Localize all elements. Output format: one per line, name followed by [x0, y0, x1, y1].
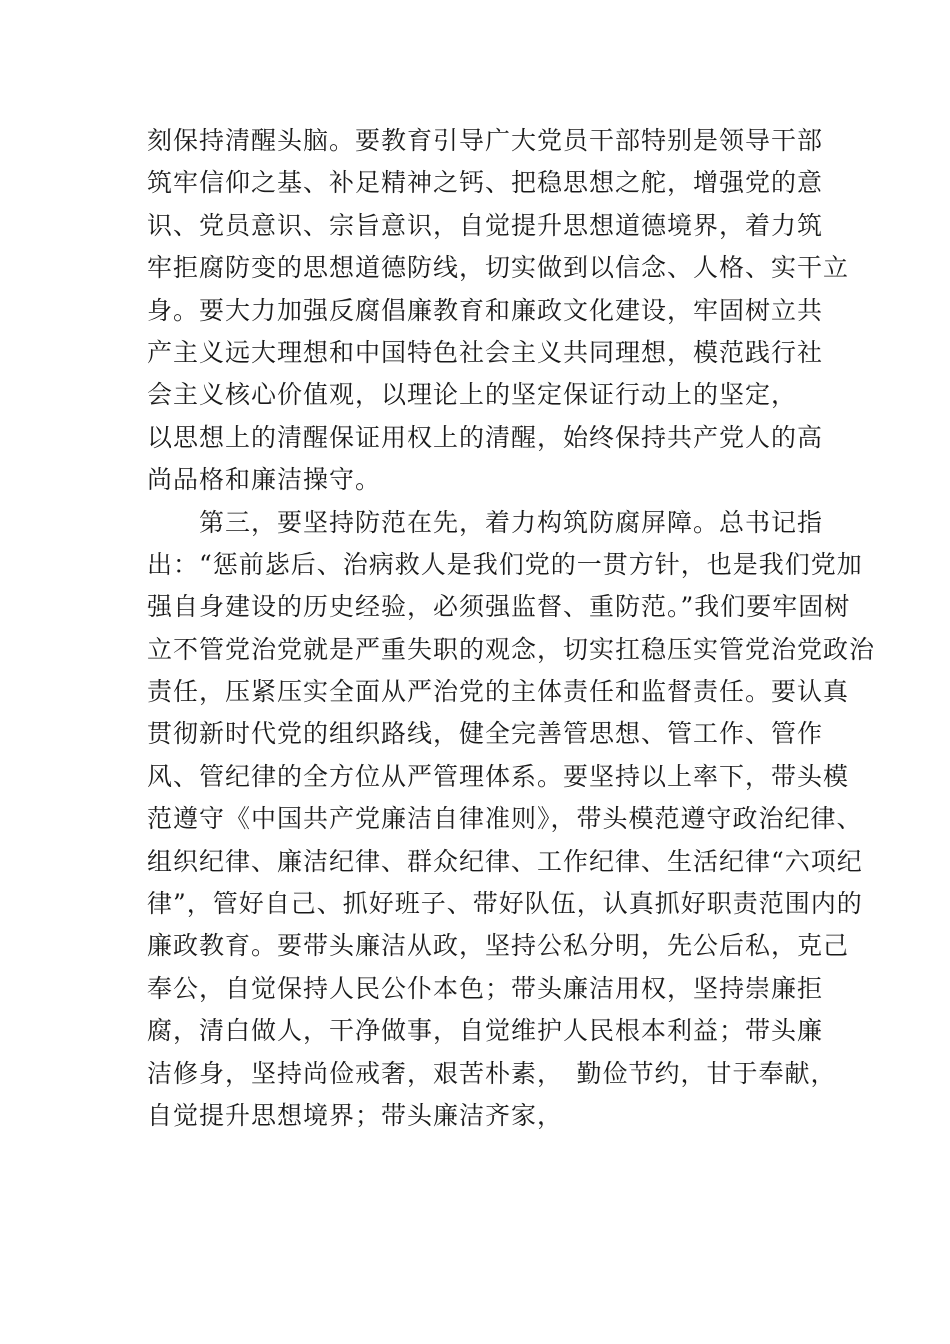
- text-line: 组织纪律、廉洁纪律、群众纪律、工作纪律、生活纪律“六项纪: [147, 846, 863, 876]
- text-line: 律”，管好自己、抓好班子、带好队伍，认真抓好职责范围内的: [147, 889, 863, 919]
- text-line: 出：“惩前毖后、治病救人是我们党的一贯方针，也是我们党加: [147, 549, 863, 579]
- text-line: 识、党员意识、宗旨意识，自觉提升思想道德境界，着力筑: [147, 210, 824, 240]
- text-line: 腐，清白做人，干净做事，自觉维护人民根本利益；带头廉: [147, 1016, 824, 1046]
- text-line: 洁修身，坚持尚俭戒奢，艰苦朴素， 勤俭节约，甘于奉献，: [147, 1058, 837, 1088]
- text-line: 产主义远大理想和中国特色社会主义共同理想，模范践行社: [147, 337, 824, 367]
- text-line: 强自身建设的历史经验，必须强监督、重防范。”我们要牢固树: [147, 592, 851, 622]
- text-line: 身。要大力加强反腐倡廉教育和廉政文化建设，牢固树立共: [147, 295, 824, 325]
- text-line: 刻保持清醒头脑。要教育引导广大党员干部特别是领导干部: [147, 126, 824, 155]
- text-line: 筑牢信仰之基、补足精神之钙、把稳思想之舵，增强党的意: [147, 168, 824, 198]
- text-line: 尚品格和廉洁操守。: [147, 465, 382, 495]
- text-line: 牢拒腐防变的思想道德防线，切实做到以信念、人格、实干立: [147, 253, 850, 283]
- text-line: 自觉提升思想境界；带头廉洁齐家，: [147, 1100, 564, 1130]
- text-line: 范遵守《中国共产党廉洁自律准则》，带头模范遵守政治纪律、: [147, 804, 863, 834]
- text-line: 立不管党治党就是严重失职的观念，切实扛稳压实管党治党政治: [147, 634, 876, 664]
- body-text: [147, 120, 876, 1137]
- text-line: 贯彻新时代党的组织路线，健全完善管思想、管工作、管作: [147, 719, 824, 749]
- text-line: 风、管纪律的全方位从严管理体系。要坚持以上率下，带头模: [147, 761, 850, 791]
- paragraph-start-line: 第三，要坚持防范在先，着力构筑防腐屏障。总书记指: [147, 507, 824, 537]
- text-line: 会主义核心价值观，以理论上的坚定保证行动上的坚定，: [147, 380, 798, 410]
- text-line: 廉政教育。要带头廉洁从政，坚持公私分明，先公后私，克己: [147, 931, 850, 961]
- text-line: 以思想上的清醒保证用权上的清醒，始终保持共产党人的高: [147, 422, 824, 452]
- text-line: 奉公，自觉保持人民公仆本色；带头廉洁用权，坚持崇廉拒: [147, 973, 824, 1003]
- text-line: 责任，压紧压实全面从严治党的主体责任和监督责任。要认真: [147, 677, 850, 707]
